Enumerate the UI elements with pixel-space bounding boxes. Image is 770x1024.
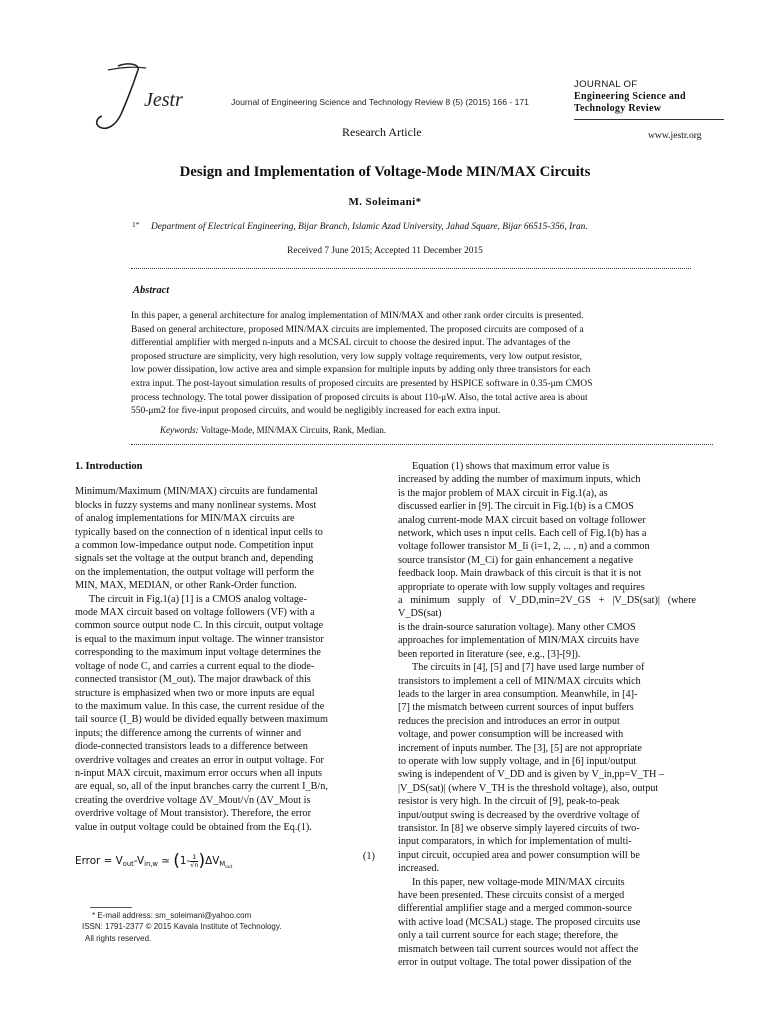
text-line: is equal to the maximum input voltage. The winner transistor <box>75 633 324 645</box>
eq-mid: -V <box>133 855 145 867</box>
abstract-line: Based on general architecture, proposed MIN/MAX circuits are implemented. The proposed circuits are composed of a <box>131 324 584 335</box>
text-line: increment of inputs number. The [3], [5] are not appropriate <box>398 742 642 754</box>
abstract-line: 550-μm2 for five-input proposed circuits, and would be negligibly increased for each extra input. <box>131 406 501 417</box>
right-column <box>398 460 696 969</box>
section-heading: 1. Introduction <box>75 461 143 472</box>
eq-frac-den: √n <box>190 860 199 869</box>
text-line: increased. <box>398 863 440 875</box>
text-line: typically based on the connection of n identical input cells to <box>75 526 323 538</box>
text-line: value in output voltage could be obtained from the Eq.(1). <box>75 821 312 833</box>
text-line: network, which uses n input cells. Each cell of Fig.1(b) has a <box>398 528 647 540</box>
keywords-list: Voltage-Mode, MIN/MAX Circuits, Rank, Median. <box>200 425 387 435</box>
eq-lhs: Error = V <box>75 855 123 867</box>
text-line: |V_DS(sat)| (where V_TH is the threshold voltage), also, output <box>398 782 659 794</box>
eq-rhs: ΔV <box>205 855 220 867</box>
abstract-divider <box>131 444 713 445</box>
text-line: discussed earlier in [9]. The circuit in Fig.1(b) is a CMOS <box>398 501 634 513</box>
text-line: Minimum/Maximum (MIN/MAX) circuits are fundamental <box>75 486 318 498</box>
text-line: transistor. In [8] we observe simply layered circuits of two- <box>398 822 640 834</box>
text-line: signals set the voltage at the output branch and, depending <box>75 553 314 565</box>
text-line: structure is emphasized when two or more inputs are equal <box>75 687 315 699</box>
journal-label: JOURNAL OF <box>574 79 638 90</box>
abstract-line: process technology. The total power dissipation of proposed circuits is about 110-μW. Also, the total active area is about <box>131 392 588 403</box>
eq-sub: in,w <box>144 860 158 868</box>
jestr-logo-mark <box>88 58 218 138</box>
left-column <box>75 460 373 834</box>
text-line: with active load (MCSAL) stage. The proposed circuits use <box>398 916 641 928</box>
journal-name-line2: Technology Review <box>574 103 662 114</box>
abstract-line: low power dissipation, low active area and simple expansion for multiple inputs by adding only three transistors for each <box>131 365 591 376</box>
text-line: n-input MAX circuit, maximum error occurs when all inputs <box>75 767 322 779</box>
abstract-heading: Abstract <box>133 285 170 296</box>
journal-block-divider <box>574 119 724 120</box>
text-line: is the major problem of MAX circuit in Fig.1(a), as <box>398 487 608 499</box>
author: M. Soleimani* <box>348 196 422 208</box>
header-divider <box>131 268 691 269</box>
text-line: common source output node C. In this circuit, output voltage <box>75 620 324 632</box>
text-line: overdrive voltage of Mout transistor). Therefore, the error <box>75 808 312 820</box>
text-line: connected transistor (M_out). The major drawback of this <box>75 674 311 686</box>
text-line: have been presented. These circuits consist of a merged <box>398 890 625 901</box>
eq-subsub: out <box>225 865 233 870</box>
article-type: Research Article <box>342 125 422 139</box>
text-line: a minimum supply of V_DD,min=2V_GS + |V_DS(sat)| (where V_DS(sat) <box>398 595 696 620</box>
text-line: reduces the precision and introduces an error in output <box>398 715 620 727</box>
text-line: only a tail current source for each stage; therefore, the <box>398 930 619 942</box>
text-line: creating the overdrive voltage ΔV_Mout/√n (ΔV_Mout is <box>75 794 311 806</box>
keywords <box>160 425 386 435</box>
text-line: been reported in literature (see, e.g., [3]-[9]). <box>398 648 581 660</box>
text-line: voltage follower transistor M_Ii (i=1, 2, ... , n) and a common <box>398 541 650 553</box>
intro-paragraph-2 <box>75 593 373 834</box>
text-line: Equation (1) shows that maximum error value is <box>412 461 610 472</box>
intro-paragraph-1 <box>75 485 373 592</box>
right-paragraph-2 <box>398 661 696 876</box>
eq-sub <box>219 860 232 868</box>
text-line: increased by adding the number of maximum inputs, which <box>398 474 641 486</box>
right-paragraph-1 <box>398 460 696 661</box>
text-line: MIN, MAX, MEDIAN, or other Rank-Order function. <box>75 580 297 592</box>
text-line: input comparators, in which for implementation of multi- <box>398 836 632 848</box>
text-line: mismatch between tail current sources would not affect the <box>398 943 639 955</box>
text-line: tail source (I_B) would be divided equally between maximum <box>75 714 328 726</box>
text-line: are equal, so, all of the input branches carry the current I_B/n, <box>75 781 328 793</box>
text-line: In this paper, new voltage-mode MIN/MAX circuits <box>412 876 625 888</box>
abstract-body <box>131 310 698 419</box>
text-line: on the implementation, the output voltage will perform the <box>75 566 315 578</box>
footnote-email: * E-mail address: sm_soleimani@yahoo.com <box>92 911 252 920</box>
right-paragraph-3 <box>398 876 696 970</box>
text-line: The circuit in Fig.1(a) [1] is a CMOS analog voltage- <box>89 593 307 605</box>
text-line: approaches for implementation of MIN/MAX circuits have <box>398 635 640 647</box>
text-line: [7] the mismatch between current sources of input buffers <box>398 702 634 714</box>
journal-logo <box>88 58 218 138</box>
text-line: of analog implementations for MIN/MAX circuits are <box>75 513 295 525</box>
eq-approx: ≃ <box>157 855 174 867</box>
keywords-label: Keywords: <box>160 425 199 435</box>
text-line: a common low-impedance output node. Competition input <box>75 540 314 552</box>
text-line: input/output swing is decreased by the overdrive voltage of <box>398 809 640 821</box>
affiliation-text: Department of Electrical Engineering, Bijar Branch, Islamic Azad University, Jahad Square, Bijar 66515-356, Iran. <box>151 222 588 232</box>
eq-sub: out <box>122 860 134 868</box>
text-line: voltage of node C, and carries a current equal to the diode- <box>75 660 315 672</box>
abstract-line: proposed structure are simplicity, very high resolution, very low supply voltage requirements, very low output resistor, <box>131 351 582 362</box>
text-line: The circuits in [4], [5] and [7] have used large number of <box>412 662 645 674</box>
text-line: appropriate to operate with low supply voltages and requires <box>398 581 645 593</box>
text-line: differential amplifier stage and a merged common-source <box>398 903 632 915</box>
text-line: is the drain-source saturation voltage). Many other CMOS <box>398 621 636 633</box>
footnote-issn: ISSN: 1791-2377 © 2015 Kavala Institute of Technology. <box>82 922 282 932</box>
text-line: leads to the larger in area consumption. Meanwhile, in [4]- <box>398 688 638 700</box>
abstract-line: extra input. The post-layout simulation results of proposed circuits are presented by HSPICE software in 0.35-μm CMOS <box>131 378 593 389</box>
equation-number: (1) <box>362 851 375 862</box>
eq-paren-close: ) <box>198 851 206 871</box>
text-line: error in output voltage. The total power dissipation of the <box>398 957 632 969</box>
journal-website: www.jestr.org <box>648 130 702 141</box>
footnotes <box>82 910 282 944</box>
journal-citation: Journal of Engineering Science and Technology Review 8 (5) (2015) 166 - 171 <box>231 97 529 107</box>
abstract-line: In this paper, a general architecture for analog implementation of MIN/MAX and other rank order circuits is presented. <box>131 311 584 321</box>
affiliation-marker: 1* <box>132 220 140 229</box>
footnote-rule <box>90 907 132 908</box>
eq-paren-open: ( <box>173 851 180 871</box>
text-line: diode-connected transistors leads to a difference between <box>75 741 308 753</box>
text-line: to the maximum value. In this case, the current residue of the <box>75 700 325 712</box>
eq-sub-m: M <box>219 860 226 868</box>
text-line: resistor is very high. In the circuit of [9], peak-to-peak <box>398 796 620 808</box>
text-line: to operate with low supply voltage, and in [6] input/output <box>398 755 637 767</box>
text-line: source transistor (M_Ci) for gain enhancement a negative <box>398 554 634 566</box>
logo-text: Jestr <box>144 89 183 111</box>
text-line: analog current-mode MAX circuit based on voltage follower <box>398 514 646 526</box>
footnote-rights: All rights reserved. <box>85 933 152 943</box>
text-line: swing is independent of V_DD and is given by V_in,pp=V_TH – <box>398 769 664 781</box>
text-line: mode MAX circuit based on voltage followers (VF) with a <box>75 607 315 619</box>
abstract-line: differential amplifier with merged n-inputs and a MCSAL circuit to choose the desired input. The advantages of the <box>131 338 571 349</box>
text-line: inputs; the difference among the currents of winner and <box>75 727 302 739</box>
received-dates: Received 7 June 2015; Accepted 11 December 2015 <box>287 246 483 256</box>
text-line: corresponding to the maximum input voltage determines the <box>75 647 321 659</box>
text-line: feedback loop. Main drawback of this circuit is that it is not <box>398 568 642 580</box>
journal-name-block <box>574 79 724 120</box>
text-line: overdrive voltages and creates an error in output voltage. For <box>75 754 324 766</box>
paper-title: Design and Implementation of Voltage-Mode MIN/MAX Circuits <box>179 164 591 180</box>
text-line: input circuit, occupied area and power consumption will be <box>398 849 640 861</box>
equation-body: Error = $V_{out}-V_{in,w}$ ≃ (1- $\frac{1}{√n})\Delta V_{M_{out}}$ <box>75 851 233 871</box>
text-line: voltage, and power consumption will be increased with <box>398 729 624 741</box>
text-line: transistors to implement a cell of MIN/MAX circuits which <box>398 675 641 687</box>
text-line: blocks in fuzzy systems and many nonlinear systems. Most <box>75 499 317 511</box>
equation-1 <box>75 847 375 869</box>
journal-name-line1: Engineering Science and <box>574 91 686 102</box>
eq-frac-num: 1 <box>190 854 198 862</box>
